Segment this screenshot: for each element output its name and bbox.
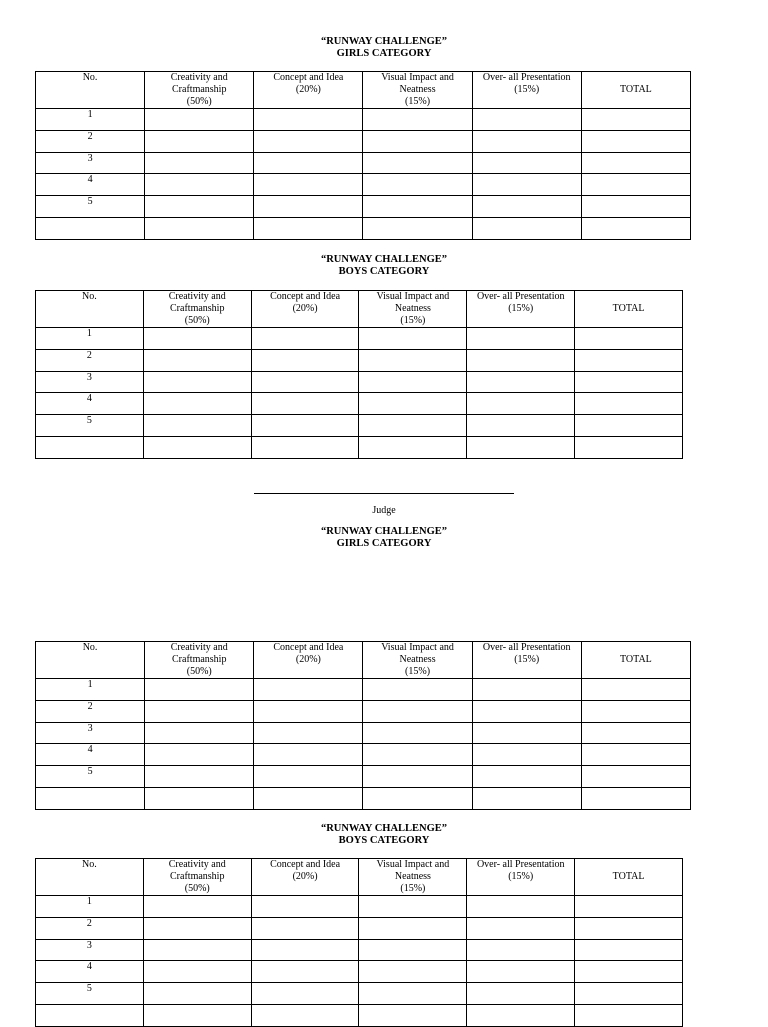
header-row <box>36 642 691 679</box>
table-row <box>36 723 691 744</box>
header-row <box>36 859 683 896</box>
no-header: No. <box>36 291 144 328</box>
row-number <box>36 788 145 810</box>
row-number: 3 <box>36 723 145 744</box>
score-cell <box>467 393 575 415</box>
score-cell <box>359 328 467 350</box>
concept-header: Concept and Idea (20%) <box>251 291 359 328</box>
score-cell <box>145 131 254 153</box>
score-cell <box>143 437 251 459</box>
row-number: 4 <box>36 961 144 983</box>
score-cell <box>254 153 363 174</box>
creativity-header: Creativity and Craftmanship (50%) <box>143 859 251 896</box>
score-cell <box>143 328 251 350</box>
score-cell <box>254 766 363 788</box>
creativity-header: Creativity and Craftmanship (50%) <box>145 72 254 109</box>
score-cell <box>145 153 254 174</box>
total-header: TOTAL <box>581 642 690 679</box>
score-cell <box>472 788 581 810</box>
score-cell <box>575 437 683 459</box>
score-cell <box>145 679 254 701</box>
section-subtitle: GIRLS CATEGORY <box>336 48 432 59</box>
total-header: TOTAL <box>575 859 683 896</box>
score-cell <box>363 766 472 788</box>
section-subtitle: BOYS CATEGORY <box>338 835 430 846</box>
score-cell <box>467 350 575 372</box>
table-row <box>36 788 691 810</box>
score-cell <box>254 174 363 196</box>
score-cell <box>145 744 254 766</box>
score-cell <box>472 218 581 240</box>
row-number: 3 <box>36 940 144 961</box>
judge-label: Judge <box>372 505 396 516</box>
table-row <box>36 701 691 723</box>
score-cell <box>467 372 575 393</box>
row-number: 4 <box>36 393 144 415</box>
table-row <box>36 1005 683 1027</box>
score-cell <box>581 174 690 196</box>
score-cell <box>143 393 251 415</box>
score-cell <box>143 961 251 983</box>
score-cell <box>472 153 581 174</box>
score-cell <box>472 131 581 153</box>
table-row <box>36 131 691 153</box>
score-cell <box>359 961 467 983</box>
section-heading-girls-1 <box>0 36 768 60</box>
score-cell <box>581 679 690 701</box>
score-cell <box>581 153 690 174</box>
score-cell <box>251 437 359 459</box>
table-row <box>36 437 683 459</box>
score-cell <box>581 701 690 723</box>
score-cell <box>145 766 254 788</box>
row-number <box>36 218 145 240</box>
visual-impact-header: Visual Impact and Neatness (15%) <box>359 291 467 328</box>
section-title: “RUNWAY CHALLENGE” <box>320 254 448 265</box>
score-cell <box>251 896 359 918</box>
visual-impact-header: Visual Impact and Neatness (15%) <box>363 642 472 679</box>
score-cell <box>467 918 575 940</box>
score-table-girls-2 <box>35 641 691 810</box>
row-number: 1 <box>36 109 145 131</box>
score-cell <box>472 679 581 701</box>
table-row <box>36 744 691 766</box>
row-number: 1 <box>36 328 144 350</box>
score-cell <box>472 196 581 218</box>
score-cell <box>581 196 690 218</box>
score-cell <box>145 196 254 218</box>
score-cell <box>254 744 363 766</box>
score-cell <box>472 174 581 196</box>
score-cell <box>363 788 472 810</box>
score-cell <box>575 328 683 350</box>
row-number: 2 <box>36 918 144 940</box>
row-number: 4 <box>36 174 145 196</box>
score-cell <box>467 961 575 983</box>
score-cell <box>254 701 363 723</box>
score-cell <box>581 109 690 131</box>
table-row <box>36 372 683 393</box>
score-cell <box>467 1005 575 1027</box>
score-table-boys-1 <box>35 290 683 459</box>
score-cell <box>575 918 683 940</box>
table-row <box>36 174 691 196</box>
score-cell <box>251 918 359 940</box>
section-title: “RUNWAY CHALLENGE” <box>320 36 448 47</box>
table-row <box>36 218 691 240</box>
table-row <box>36 766 691 788</box>
score-cell <box>581 218 690 240</box>
score-cell <box>575 896 683 918</box>
header-row <box>36 72 691 109</box>
row-number <box>36 437 144 459</box>
no-header: No. <box>36 642 145 679</box>
score-cell <box>145 174 254 196</box>
score-cell <box>363 723 472 744</box>
score-cell <box>359 415 467 437</box>
creativity-header: Creativity and Craftmanship (50%) <box>143 291 251 328</box>
table-row <box>36 153 691 174</box>
score-table-boys-2 <box>35 858 683 1027</box>
score-cell <box>254 679 363 701</box>
score-cell <box>254 109 363 131</box>
score-cell <box>359 372 467 393</box>
score-cell <box>472 701 581 723</box>
score-cell <box>467 983 575 1005</box>
section-title: “RUNWAY CHALLENGE” <box>320 526 448 537</box>
score-cell <box>467 940 575 961</box>
concept-header: Concept and Idea (20%) <box>254 72 363 109</box>
section-subtitle: GIRLS CATEGORY <box>336 538 432 549</box>
table-row <box>36 393 683 415</box>
score-cell <box>575 415 683 437</box>
score-cell <box>359 393 467 415</box>
score-cell <box>251 415 359 437</box>
score-cell <box>472 723 581 744</box>
score-cell <box>251 350 359 372</box>
section-heading-boys-2 <box>0 823 768 847</box>
table-row <box>36 896 683 918</box>
score-cell <box>251 1005 359 1027</box>
section-title: “RUNWAY CHALLENGE” <box>320 823 448 834</box>
row-number: 5 <box>36 766 145 788</box>
score-cell <box>254 788 363 810</box>
score-cell <box>359 983 467 1005</box>
score-cell <box>143 983 251 1005</box>
score-cell <box>254 196 363 218</box>
score-cell <box>254 131 363 153</box>
presentation-header: Over- all Presentation (15%) <box>467 291 575 328</box>
score-cell <box>359 940 467 961</box>
row-number: 5 <box>36 415 144 437</box>
row-number <box>36 1005 144 1027</box>
score-cell <box>467 896 575 918</box>
row-number: 3 <box>36 372 144 393</box>
score-cell <box>472 109 581 131</box>
visual-impact-header: Visual Impact and Neatness (15%) <box>359 859 467 896</box>
score-cell <box>251 393 359 415</box>
score-cell <box>472 766 581 788</box>
total-header: TOTAL <box>581 72 690 109</box>
score-cell <box>143 896 251 918</box>
score-cell <box>363 131 472 153</box>
score-cell <box>363 174 472 196</box>
score-cell <box>363 218 472 240</box>
row-number: 5 <box>36 983 144 1005</box>
total-header: TOTAL <box>575 291 683 328</box>
row-number: 3 <box>36 153 145 174</box>
score-cell <box>145 109 254 131</box>
row-number: 2 <box>36 701 145 723</box>
score-cell <box>363 196 472 218</box>
score-cell <box>467 437 575 459</box>
presentation-header: Over- all Presentation (15%) <box>472 642 581 679</box>
table-row <box>36 109 691 131</box>
table-row <box>36 918 683 940</box>
row-number: 2 <box>36 131 145 153</box>
concept-header: Concept and Idea (20%) <box>251 859 359 896</box>
score-cell <box>143 940 251 961</box>
table-row <box>36 415 683 437</box>
score-cell <box>143 415 251 437</box>
score-cell <box>575 940 683 961</box>
score-cell <box>472 744 581 766</box>
presentation-header: Over- all Presentation (15%) <box>472 72 581 109</box>
score-cell <box>145 788 254 810</box>
score-cell <box>251 961 359 983</box>
score-cell <box>467 415 575 437</box>
score-cell <box>143 372 251 393</box>
concept-header: Concept and Idea (20%) <box>254 642 363 679</box>
score-cell <box>359 896 467 918</box>
score-cell <box>251 372 359 393</box>
row-number: 1 <box>36 896 144 918</box>
no-header: No. <box>36 72 145 109</box>
score-cell <box>145 701 254 723</box>
score-cell <box>575 1005 683 1027</box>
score-cell <box>143 350 251 372</box>
score-cell <box>581 723 690 744</box>
header-row <box>36 291 683 328</box>
score-cell <box>359 350 467 372</box>
table-row <box>36 961 683 983</box>
score-cell <box>254 218 363 240</box>
score-cell <box>575 372 683 393</box>
row-number: 2 <box>36 350 144 372</box>
row-number: 4 <box>36 744 145 766</box>
score-cell <box>363 744 472 766</box>
visual-impact-header: Visual Impact and Neatness (15%) <box>363 72 472 109</box>
score-cell <box>251 328 359 350</box>
score-cell <box>575 350 683 372</box>
score-cell <box>143 918 251 940</box>
score-cell <box>145 723 254 744</box>
score-cell <box>467 328 575 350</box>
score-cell <box>363 109 472 131</box>
table-row <box>36 940 683 961</box>
score-table-girls-1 <box>35 71 691 240</box>
score-cell <box>359 437 467 459</box>
creativity-header: Creativity and Craftmanship (50%) <box>145 642 254 679</box>
table-row <box>36 196 691 218</box>
score-cell <box>251 983 359 1005</box>
score-cell <box>581 766 690 788</box>
score-cell <box>143 1005 251 1027</box>
score-cell <box>363 701 472 723</box>
score-cell <box>575 393 683 415</box>
table-row <box>36 679 691 701</box>
score-cell <box>581 788 690 810</box>
row-number: 5 <box>36 196 145 218</box>
row-number: 1 <box>36 679 145 701</box>
table-row <box>36 983 683 1005</box>
score-cell <box>251 940 359 961</box>
section-heading-boys-1 <box>0 254 768 278</box>
score-cell <box>363 679 472 701</box>
score-cell <box>575 983 683 1005</box>
score-cell <box>145 218 254 240</box>
score-cell <box>363 153 472 174</box>
judge-signature-line <box>254 493 514 494</box>
score-cell <box>359 918 467 940</box>
score-cell <box>581 131 690 153</box>
table-row <box>36 328 683 350</box>
score-cell <box>359 1005 467 1027</box>
table-row <box>36 350 683 372</box>
no-header: No. <box>36 859 144 896</box>
section-heading-girls-2 <box>0 526 768 550</box>
presentation-header: Over- all Presentation (15%) <box>467 859 575 896</box>
score-cell <box>581 744 690 766</box>
section-subtitle: BOYS CATEGORY <box>338 266 430 277</box>
score-cell <box>575 961 683 983</box>
score-cell <box>254 723 363 744</box>
